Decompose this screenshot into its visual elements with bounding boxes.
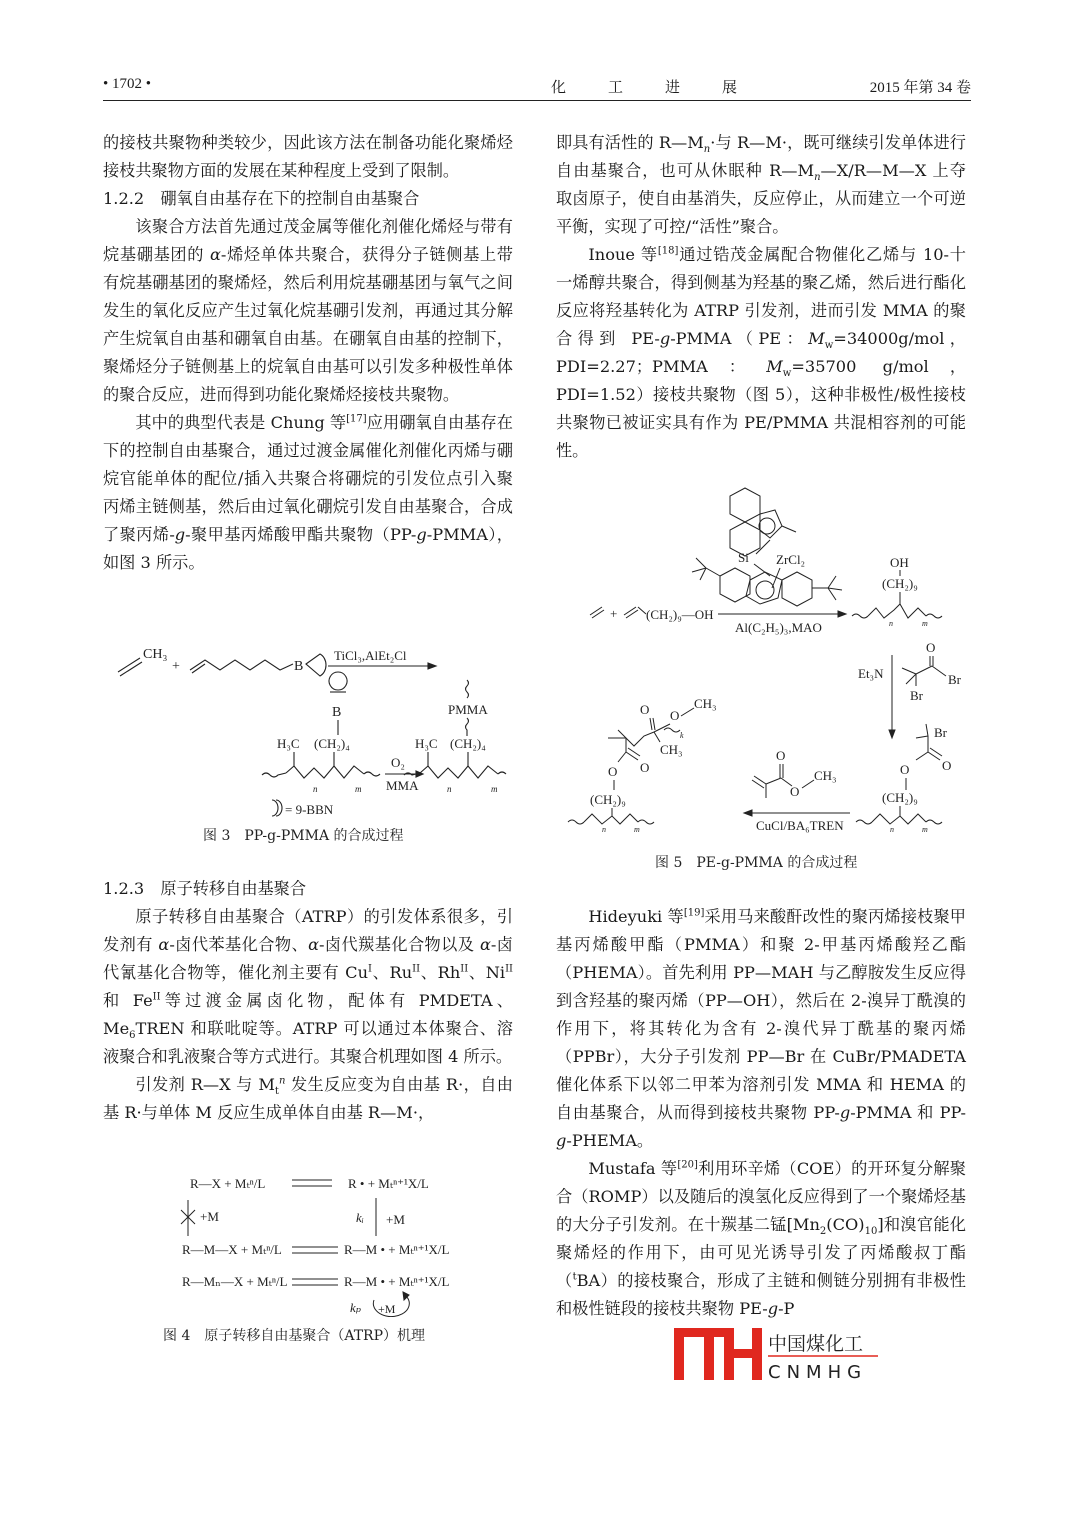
paragraph: [103, 213, 513, 409]
label-b: B: [332, 705, 342, 720]
text-run: M: [808, 329, 825, 348]
text-run: ·与 R—M·，既可继续引发单体进行自由基聚合，也可从休眠种 R—M: [556, 133, 966, 180]
alkyl-chain: [190, 660, 293, 670]
wavy-bond: [262, 773, 286, 777]
bond: [638, 607, 646, 614]
bond: [802, 780, 814, 788]
paragraph: [103, 409, 513, 577]
text-run: —X/R—M—X 上夺取卤原子，使自由基消失，反应停止，从而建立一个可逆平衡，实现了可控/“活性”聚合。: [556, 161, 966, 236]
section-heading-1-2-3: 1.2.3 原子转移自由基聚合: [103, 879, 307, 898]
text-run: 利用环辛烯（COE）的开环复分解聚合（ROMP）以及随后的溴氢化反应得到了一个聚烯烃基的大分子引发剂。在十羰基二锰[Mn: [556, 1159, 966, 1234]
subscript-n: n: [313, 784, 318, 794]
figure-5-scheme: [560, 480, 980, 840]
text-run: α: [479, 935, 491, 954]
text-run: w: [782, 368, 792, 380]
wavy-bond: [638, 820, 654, 824]
structure-line: [759, 518, 775, 534]
text-run: -PHEMA。: [566, 1131, 654, 1150]
text-run: g: [556, 1131, 567, 1150]
structure-line: [730, 488, 760, 522]
cnmhg-watermark-logo: [672, 1326, 882, 1382]
journal-title-char: 化: [551, 80, 567, 96]
reagent-mma: MMA: [386, 778, 419, 793]
label-o: O: [640, 760, 650, 775]
label-ch2-9: (CH₂)₉: [882, 576, 918, 591]
row2-left: R—M—X + Mₜⁿ/L: [182, 1242, 282, 1257]
wavy-bond: [568, 820, 584, 824]
backbone: [286, 766, 364, 778]
header-rule: [103, 100, 971, 101]
plus-m-label: +M: [386, 1212, 405, 1227]
text-run: t: [274, 1086, 279, 1098]
subscript-n: n: [889, 619, 893, 628]
label-et3n: Et₃N: [858, 666, 884, 681]
subscript-m: m: [491, 784, 498, 794]
page-number: • 1702 •: [103, 76, 152, 92]
legend-9bbn: = 9-BBN: [285, 802, 334, 817]
structure-line: [756, 540, 770, 554]
text-run: 该聚合方法首先通过茂金属等催化剂催化烯烃与带有烷基硼基团的: [103, 217, 513, 264]
figure-3-caption: 图 3 PP-g-PMMA 的合成过程: [203, 828, 404, 844]
wavy-bond: [926, 820, 942, 824]
label-o: O: [942, 758, 952, 773]
label-b: B: [294, 659, 304, 674]
logo-cn-name: 中国煤化工: [768, 1333, 864, 1355]
volume-info: 2015 年第 34 卷: [869, 80, 971, 96]
running-header: [103, 76, 971, 98]
subscript-m: m: [922, 825, 928, 834]
label-ch3: CH₃: [660, 742, 683, 757]
label-ch2-4: (CH₂)₄: [314, 736, 350, 751]
wavy-bond: [664, 728, 680, 732]
structure-line: [720, 568, 750, 602]
label-o: O: [790, 784, 800, 799]
reagent-o2: O₂: [391, 755, 405, 770]
wavy-bond: [466, 718, 469, 736]
text-run: -PMMA（PE：: [670, 329, 809, 348]
backbone: [420, 766, 498, 778]
wavy-bond: [466, 680, 469, 698]
text-run: g: [174, 525, 186, 544]
row3-right: R—M • + Mₜⁿ⁺¹X/L: [344, 1274, 450, 1289]
mh-logo-icon: [672, 1326, 882, 1382]
text-run: II: [152, 991, 161, 1003]
backbone: [584, 814, 638, 824]
subscript-m: m: [922, 619, 928, 628]
text-run: n: [814, 172, 821, 184]
backbone: [872, 814, 926, 824]
text-run: 、Ni: [468, 963, 506, 982]
backbone: [608, 732, 654, 746]
bond: [618, 752, 626, 762]
right-column-top: [556, 129, 966, 465]
text-run: α: [209, 245, 221, 264]
text-run: -P: [778, 1299, 795, 1318]
catalyst-label: CuCl/BA₆TREN: [756, 818, 844, 833]
label-o: O: [640, 702, 650, 717]
text-run: 原子转移自由基聚合（ATRP）的引发体系很多，引发剂有: [103, 907, 513, 954]
text-run: 等过渡金属卤化物，配体有 PMDETA、Me: [103, 991, 513, 1038]
rate-kp: kₚ: [350, 1300, 361, 1315]
text-run: 通过锆茂金属配合物催化乙烯与 10-十一烯醇共聚合，得到侧基为羟基的聚乙烯，然后进行酯化反应将羟基转化为 ATRP 引发剂，进而引发 MMA 的聚合得到 PE-: [556, 245, 966, 348]
structure-line: [760, 510, 782, 538]
text-run: BA）的接枝聚合，形成了主链和侧链分别拥有非极性和极性链段的接枝共聚物 PE-: [556, 1271, 966, 1318]
text-run: (CO): [826, 1215, 865, 1234]
bond: [906, 674, 916, 684]
text-run: g: [839, 1103, 851, 1122]
subscript-k: k: [680, 731, 684, 740]
text-run: t: [572, 1271, 577, 1283]
text-run: n: [278, 1075, 286, 1087]
text-run: TREN 和联吡啶等。ATRP 可以通过本体聚合、溶液聚合和乳液聚合等方式进行。其聚合机理如图 4 所示。: [103, 1019, 513, 1066]
text-run: -PMMA 和 PP-: [850, 1103, 967, 1122]
subscript-n: n: [602, 825, 606, 834]
bond: [902, 668, 916, 674]
wavy-bond: [498, 772, 506, 774]
left-column-middle: [103, 875, 513, 1127]
figure-4-caption: 图 4 原子转移自由基聚合（ATRP）机理: [163, 1328, 426, 1344]
bond: [916, 666, 932, 674]
text-run: -卤代氰基化合物等，催化剂主要有 Cu: [103, 935, 513, 982]
text-run: 2: [819, 1226, 827, 1238]
text-run: Inoue 等: [588, 245, 658, 264]
bond: [626, 610, 638, 618]
structure-line: [696, 558, 706, 568]
9bbn-ring: [329, 672, 347, 690]
text-run: 、Rh: [420, 963, 461, 982]
reagent-label: TiCl₃,AlEt₂Cl: [334, 648, 407, 663]
bond: [653, 718, 655, 730]
subscript-n: n: [447, 784, 452, 794]
zirconocene-catalyst: [692, 488, 842, 606]
label-ch3: CH₃: [814, 768, 837, 783]
bond: [681, 708, 694, 716]
arrow-head: [889, 730, 895, 738]
text-run: 和 Fe: [103, 991, 153, 1010]
text-run: -PMMA），如图 3 所示。: [103, 525, 513, 572]
label-oh: OH: [890, 555, 909, 570]
rate-ki: kᵢ: [356, 1210, 364, 1225]
text-run: 即具有活性的 R—M: [556, 133, 704, 152]
text-run: ]和溴官能化聚烯烃的作用下，由可见光诱导引发了丙烯酸叔丁酯（: [556, 1215, 966, 1290]
text-run: =34000g/mol，PDI=2.27；PMMA：: [556, 329, 966, 376]
label-br: Br: [948, 672, 961, 687]
row1-left: R—X + Mₜⁿ/L: [190, 1176, 266, 1191]
text-run: g: [767, 1299, 779, 1318]
wavy-bond: [852, 614, 868, 618]
label-ch3: CH₃: [694, 696, 717, 711]
bond: [926, 724, 928, 736]
row3-left: R—Mₙ—X + Mₜⁿ/L: [182, 1274, 288, 1289]
plus-m-label: +M: [200, 1209, 219, 1224]
text-run: 应用硼氧自由基存在下的控制自由基聚合，通过过渡金属催化剂催化丙烯与硼烷官能单体的配位/插入共聚合将硼烷的引发位点引入聚丙烯主链侧基，然后由过氧化硼烷引发自由基聚合，合成了聚丙烯-: [103, 413, 513, 544]
subscript-n: n: [890, 825, 894, 834]
text-run: g: [416, 525, 427, 544]
text-run: α: [158, 935, 170, 954]
label-h3c: H₃C: [415, 736, 438, 751]
paragraph: [556, 903, 966, 1155]
text-run: 引发剂 R—X 与 M: [135, 1075, 275, 1094]
cocatalyst-label: Al(C₂H₅)₃,MAO: [735, 620, 822, 635]
paragraph: [103, 903, 513, 1071]
label-o: O: [926, 640, 936, 655]
structure-line: [756, 581, 774, 599]
text-run: Hideyuki 等: [588, 907, 684, 926]
bond: [192, 664, 205, 673]
bond: [592, 610, 604, 618]
citation-20[interactable]: [20]: [677, 1159, 698, 1171]
structure-line: [754, 564, 770, 576]
structure-line: [782, 572, 812, 606]
text-run: w: [824, 340, 834, 352]
row1-right: R • + Mₜⁿ⁺¹X/L: [348, 1176, 429, 1191]
journal-title-char: 展: [722, 80, 738, 96]
bond: [932, 666, 946, 676]
label-pmma: PMMA: [448, 702, 488, 717]
label-br: Br: [910, 688, 923, 703]
subscript-m: m: [355, 784, 362, 794]
citation-17[interactable]: [17]: [346, 413, 367, 425]
label-ch2-9: (CH₂)₉: [882, 790, 918, 805]
text-run: 采用马来酸酐改性的聚丙烯接枝聚甲基丙烯酸甲酯（PMMA）和聚 2-甲基丙烯酸羟乙酯（PHEMA）。首先利用 PP—MAH 与乙醇胺发生反应得到含羟基的聚丙烯（PP—OH），然后在 2-溴异丁酰溴的作用下，将其转化为含有 2-溴代异丁酰基的聚丙烯（PPBr），大分子引发剂 PP—Br 在 CuBr/PMADETA 催化体系下以邻二甲苯为溶剂引发 MMA 和 HEMA 的自由基聚合，从而得到接枝共聚物 PP-: [556, 907, 966, 1122]
text-run: =35700 g/mol，PDI=1.52）接枝共聚物（图 5），这种非极性/极性接枝共聚物已被证实具有作为 PE/PMMA 共混相容剂的可能性。: [556, 357, 967, 460]
structure-line: [782, 526, 796, 532]
label-ch3: CH₃: [143, 647, 168, 662]
paragraph: [556, 1155, 966, 1323]
label-o: O: [900, 762, 910, 777]
structure-line: [706, 568, 720, 576]
text-run: M: [766, 357, 783, 376]
text-run: II: [412, 963, 421, 975]
section-heading-1-2-2: 1.2.2 硼氧自由基存在下的控制自由基聚合: [103, 189, 420, 208]
bond: [650, 718, 652, 730]
arrow-head: [838, 611, 846, 617]
text-run: g: [659, 329, 671, 348]
9bbn-ring: [306, 654, 326, 676]
citation-19[interactable]: [19]: [683, 907, 705, 919]
loop-label: +M: [378, 1302, 396, 1316]
structure-line: [828, 588, 836, 600]
wavy-bond: [364, 772, 380, 776]
text-run: -烯烃单体共聚合，获得分子链侧基上带有烷基硼基团的聚烯烃，然后利用烷基硼基团与氧气之间发生的氧化反应产生过氧化烷基硼引发剂，再通过其分解产生烷氧自由基和硼氧自由基。在硼氧自由基的控制下，聚烯烃分子链侧基上的烷氧自由基可以引发多种极性单体的聚合反应，进而得到功能化聚烯烃接枝共聚物。: [103, 245, 513, 404]
arrow-head: [744, 810, 752, 816]
paragraph: [103, 1071, 513, 1127]
bond: [654, 732, 660, 742]
right-column-bottom: [556, 903, 966, 1323]
label-si: Si: [738, 550, 749, 565]
text-run: II: [460, 963, 469, 975]
journal-title-char: 工: [608, 80, 624, 96]
text-run: Mustafa 等: [588, 1159, 678, 1178]
text-run: -卤代苯基化合物、: [169, 935, 309, 954]
text-run: 其中的典型代表是 Chung 等: [135, 413, 347, 432]
text-run: II: [505, 963, 513, 975]
journal-title: [551, 76, 779, 97]
backbone: [868, 604, 926, 618]
wavy-bond: [926, 614, 942, 618]
structure-line: [828, 576, 836, 588]
label-br: Br: [934, 725, 947, 740]
text-run: 6: [129, 1030, 136, 1042]
subscript-m: m: [634, 825, 640, 834]
bond: [618, 730, 626, 738]
label-o: O: [608, 764, 618, 779]
text-run: -卤代羰基化合物以及: [319, 935, 480, 954]
bond: [590, 607, 602, 615]
bond: [624, 607, 636, 615]
plus-sign: +: [172, 659, 180, 674]
wavy-bond: [856, 820, 872, 824]
label-o: O: [670, 708, 680, 723]
label-h3c: H₃C: [277, 736, 300, 751]
label-zrcl2: ZrCl₂: [776, 552, 806, 567]
row2-right: R—M • + Mₜⁿ⁺¹X/L: [344, 1242, 450, 1257]
9bbn-symbol: [272, 800, 282, 816]
logo-en-name: CNMHG: [768, 1362, 868, 1382]
journal-title-char: 进: [665, 80, 681, 96]
text-run: 10: [864, 1226, 878, 1238]
left-column-top: [103, 129, 513, 577]
paragraph: 的接枝共聚物种类较少，因此该方法在制备功能化聚烯烃接枝共聚物方面的发展在某种程度上受到了限制。: [103, 133, 513, 180]
structure-line: [828, 588, 842, 590]
bond: [766, 778, 781, 784]
bond: [916, 752, 928, 760]
structure-line: [724, 1349, 752, 1358]
text-run: n: [703, 144, 711, 156]
text-run: I: [368, 963, 372, 975]
label-ch2-4: (CH₂)₄: [450, 736, 486, 751]
bond: [916, 736, 928, 738]
figure-5-caption: 图 5 PE-g-PMMA 的合成过程: [655, 855, 858, 871]
plus-sign: +: [610, 606, 618, 621]
text-run: 发生反应变为自由基 R·，自由基 R·与单体 M 反应生成单体自由基 R—M·，: [103, 1075, 513, 1122]
label-o: O: [776, 748, 786, 763]
citation-18[interactable]: [18]: [657, 245, 679, 257]
label-ch2-9: (CH₂)₉: [590, 792, 626, 807]
figure-3-scheme: [110, 640, 510, 825]
text-run: -聚甲基丙烯酸甲酯共聚物（PP-: [185, 525, 417, 544]
text-run: 、Ru: [371, 963, 413, 982]
structure-line: [752, 1328, 762, 1380]
paragraph: [556, 129, 966, 241]
paragraph: [556, 241, 966, 465]
text-run: α: [308, 935, 320, 954]
figure-4-scheme: [160, 1168, 470, 1320]
arrow-head: [428, 663, 436, 669]
comonomer-label: (CH₂)₉—OH: [646, 607, 714, 622]
